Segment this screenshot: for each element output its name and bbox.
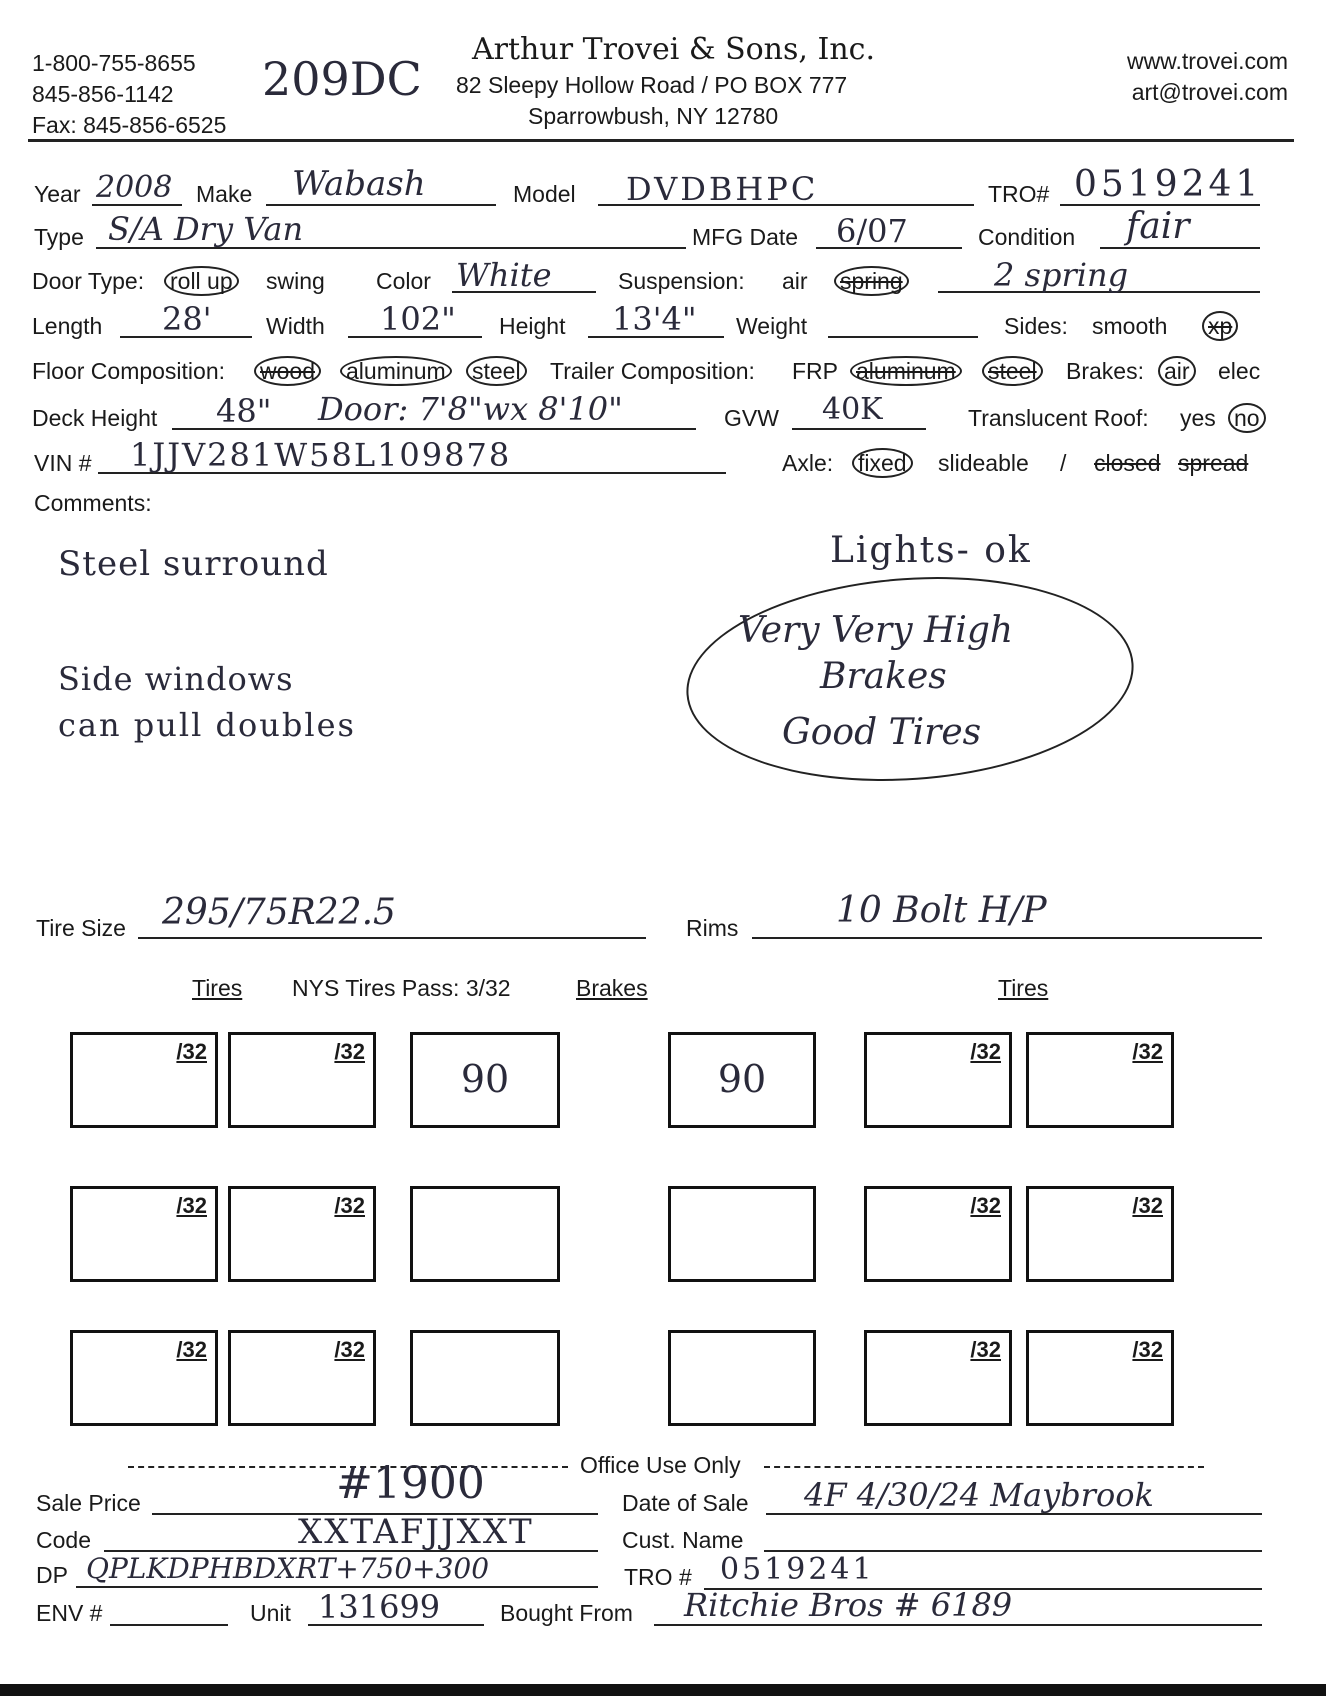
translucent-roof-label: Translucent Roof: (968, 405, 1149, 431)
tire-box-right-inner-1[interactable] (864, 1032, 1012, 1128)
condition-label: Condition (978, 224, 1076, 250)
model-value[interactable]: DVDBHPC (626, 170, 819, 208)
door-type-option-rollup[interactable] (168, 268, 235, 295)
tire-size-label: Tire Size (36, 915, 126, 941)
brakes-label: Brakes: (1066, 358, 1144, 384)
make-line (266, 204, 496, 206)
phone-local: 845-856-1142 (32, 81, 174, 107)
sides-option-xp[interactable] (1206, 313, 1234, 340)
tire-box-right-outer-1[interactable] (1026, 1032, 1174, 1128)
dp-label: DP (36, 1562, 68, 1588)
axle-option-slideable[interactable]: slideable (938, 450, 1029, 476)
tire-box-right-outer-2[interactable] (1026, 1186, 1174, 1282)
cust-name-label: Cust. Name (622, 1527, 744, 1553)
tire-box-left-outer-2[interactable] (70, 1186, 218, 1282)
axle-option-closed[interactable]: closed (1094, 450, 1161, 476)
trailer-composition-label: Trailer Composition: (550, 358, 755, 384)
tire-box-left-outer-3[interactable] (70, 1330, 218, 1426)
office-tro-label: TRO # (624, 1564, 692, 1590)
tro-value[interactable]: 0519241 (1074, 164, 1263, 205)
header-divider (28, 139, 1294, 142)
trailer-option-frp[interactable]: FRP (792, 358, 838, 384)
gvw-value[interactable]: 40K (822, 392, 883, 427)
length-value[interactable]: 28' (162, 300, 212, 338)
vin-label: VIN # (34, 450, 92, 476)
floor-steel-circled: steel (466, 356, 527, 386)
tire-size-line (138, 937, 646, 939)
suspension-note[interactable]: 2 spring (994, 256, 1129, 294)
brake-box-right-3[interactable] (668, 1330, 816, 1426)
stock-code: 209DC (262, 52, 422, 106)
weight-line[interactable] (828, 336, 978, 338)
company-email[interactable]: art@trovei.com (1131, 79, 1288, 105)
tire-fraction: /32 (176, 1193, 207, 1218)
company-address-line2: Sparrowbush, NY 12780 (528, 103, 779, 129)
dp-value[interactable]: QPLKDPHBDXRT+750+300 (86, 1552, 490, 1585)
gvw-label: GVW (724, 405, 779, 431)
office-tro-value[interactable]: 0519241 (720, 1552, 875, 1587)
comment-good-tires: Good Tires (782, 712, 982, 753)
axle-option-fixed[interactable] (856, 450, 909, 477)
tire-fraction: /32 (1132, 1193, 1163, 1218)
tires-heading-left: Tires (192, 975, 243, 1001)
type-label: Type (34, 224, 84, 250)
tire-fraction: /32 (970, 1337, 1001, 1362)
bought-from-line (654, 1624, 1262, 1626)
tire-box-left-inner-2[interactable] (228, 1186, 376, 1282)
scan-bottom-edge (0, 1684, 1326, 1696)
comment-high-brakes-2: Brakes (820, 656, 947, 697)
width-value[interactable]: 102" (380, 300, 456, 338)
color-label: Color (376, 268, 431, 294)
company-name: Arthur Trovei & Sons, Inc. (472, 32, 875, 67)
weight-label: Weight (736, 313, 808, 339)
floor-aluminum-circled: aluminum (340, 356, 452, 386)
brake-box-left-3[interactable] (410, 1330, 560, 1426)
axle-separator: / (1060, 450, 1067, 476)
comment-lights: Lights- ok (830, 530, 1032, 571)
bought-from-label: Bought From (500, 1600, 633, 1626)
color-value[interactable]: White (456, 256, 552, 294)
brake-value: 90 (717, 1057, 767, 1101)
door-type-rollup-circled: roll up (164, 266, 239, 296)
tire-fraction: /32 (1132, 1337, 1163, 1362)
fax-number: Fax: 845-856-6525 (32, 112, 227, 138)
sides-xp-marked: xp (1202, 311, 1238, 341)
roof-option-no[interactable] (1232, 405, 1262, 432)
floor-option-aluminum[interactable] (344, 358, 448, 385)
comments-label: Comments: (34, 490, 152, 516)
deck-height-label: Deck Height (32, 405, 158, 431)
rims-label: Rims (686, 915, 739, 941)
tire-fraction: /32 (334, 1039, 365, 1064)
env-line[interactable] (110, 1624, 228, 1626)
year-value[interactable]: 2008 (96, 170, 173, 205)
office-use-heading: Office Use Only (580, 1452, 741, 1478)
tire-box-right-inner-2[interactable] (864, 1186, 1012, 1282)
brake-box-left-2[interactable] (410, 1186, 560, 1282)
comment-pull-doubles: can pull doubles (58, 706, 356, 744)
type-value[interactable]: S/A Dry Van (108, 210, 304, 248)
unit-label: Unit (250, 1600, 291, 1626)
sides-label: Sides: (1004, 313, 1068, 339)
code-value[interactable]: XXTAFJJXXT (298, 1512, 534, 1552)
tire-box-left-inner-1[interactable] (228, 1032, 376, 1128)
phone-tollfree: 1-800-755-8655 (32, 50, 196, 76)
roof-option-yes[interactable]: yes (1180, 405, 1216, 431)
sides-option-smooth[interactable]: smooth (1092, 313, 1168, 339)
suspension-spring-marked: spring (834, 266, 909, 296)
floor-wood-marked: wood (254, 356, 321, 386)
brake-box-right-2[interactable] (668, 1186, 816, 1282)
comment-high-brakes-1: Very Very High (738, 610, 1014, 651)
tro-label: TRO# (988, 181, 1050, 207)
year-label: Year (34, 181, 81, 207)
sale-price-label: Sale Price (36, 1490, 141, 1516)
trailer-option-aluminum[interactable] (854, 358, 958, 385)
bought-from-value[interactable]: Ritchie Bros # 6189 (684, 1586, 1013, 1624)
sale-price-value[interactable]: #1900 (336, 1458, 485, 1509)
door-type-label: Door Type: (32, 268, 145, 294)
nys-tires-pass: NYS Tires Pass: 3/32 (292, 975, 511, 1001)
rims-line (752, 937, 1262, 939)
trailer-aluminum-marked: aluminum (850, 356, 962, 386)
axle-label: Axle: (782, 450, 834, 476)
tire-box-right-inner-3[interactable] (864, 1330, 1012, 1426)
tire-fraction: /32 (334, 1193, 365, 1218)
height-value[interactable]: 13'4" (612, 300, 697, 338)
width-label: Width (266, 313, 325, 339)
floor-option-wood[interactable] (258, 358, 317, 385)
tire-fraction: /32 (1132, 1039, 1163, 1064)
brake-box-left-1[interactable] (410, 1032, 560, 1128)
unit-value[interactable]: 131699 (318, 1588, 441, 1626)
floor-option-steel[interactable] (470, 358, 523, 385)
door-dimensions-note[interactable]: Door: 7'8"wx 8'10" (318, 390, 623, 428)
axle-fixed-circled: fixed (852, 448, 913, 478)
tire-box-left-outer-1[interactable] (70, 1032, 218, 1128)
tire-size-value[interactable]: 295/75R22.5 (162, 892, 396, 933)
model-label: Model (513, 181, 576, 207)
floor-composition-label: Floor Composition: (32, 358, 226, 384)
mfg-date-label: MFG Date (692, 224, 799, 250)
gvw-line (792, 428, 926, 430)
company-address-line1: 82 Sleepy Hollow Road / PO BOX 777 (456, 72, 848, 98)
height-label: Height (499, 313, 566, 339)
suspension-option-spring[interactable] (838, 268, 905, 295)
trailer-option-steel[interactable] (986, 358, 1039, 385)
brakes-heading: Brakes (576, 975, 648, 1001)
comment-side-windows: Side windows (58, 660, 294, 698)
condition-line (1100, 247, 1260, 249)
deck-height-value[interactable]: 48" (216, 392, 272, 430)
rims-value[interactable]: 10 Bolt H/P (836, 890, 1047, 931)
mfg-date-value[interactable]: 6/07 (836, 212, 908, 250)
trailer-steel-marked: steel (982, 356, 1043, 386)
office-divider-right (764, 1466, 1204, 1468)
brakes-air-circled: air (1158, 356, 1196, 386)
make-label: Make (196, 181, 253, 207)
vin-value[interactable]: 1JJV281W58L109878 (130, 436, 512, 474)
tire-fraction: /32 (970, 1039, 1001, 1064)
comment-steel-surround: Steel surround (58, 544, 329, 584)
code-label: Code (36, 1527, 91, 1553)
door-type-option-swing[interactable]: swing (266, 268, 325, 294)
tire-fraction: /32 (176, 1039, 207, 1064)
brake-value: 90 (460, 1057, 510, 1101)
tires-heading-right: Tires (998, 975, 1049, 1001)
suspension-option-air[interactable]: air (782, 268, 808, 294)
brake-box-right-1[interactable] (668, 1032, 816, 1128)
env-label: ENV # (36, 1600, 103, 1626)
length-label: Length (32, 313, 103, 339)
tire-box-right-outer-3[interactable] (1026, 1330, 1174, 1426)
tire-fraction: /32 (176, 1337, 207, 1362)
suspension-label: Suspension: (618, 268, 745, 294)
date-of-sale-value[interactable]: 4F 4/30/24 Maybrook (804, 1476, 1154, 1514)
date-of-sale-label: Date of Sale (622, 1490, 749, 1516)
tire-fraction: /32 (334, 1337, 365, 1362)
roof-no-circled: no (1228, 403, 1266, 433)
make-value[interactable]: Wabash (292, 164, 426, 204)
brakes-option-elec[interactable]: elec (1218, 358, 1261, 384)
condition-value[interactable]: fair (1126, 206, 1190, 247)
tire-fraction: /32 (970, 1193, 1001, 1218)
axle-option-spread[interactable]: spread (1178, 450, 1249, 476)
tire-box-left-inner-3[interactable] (228, 1330, 376, 1426)
brakes-option-air[interactable] (1162, 358, 1192, 385)
company-website[interactable]: www.trovei.com (1126, 48, 1288, 74)
